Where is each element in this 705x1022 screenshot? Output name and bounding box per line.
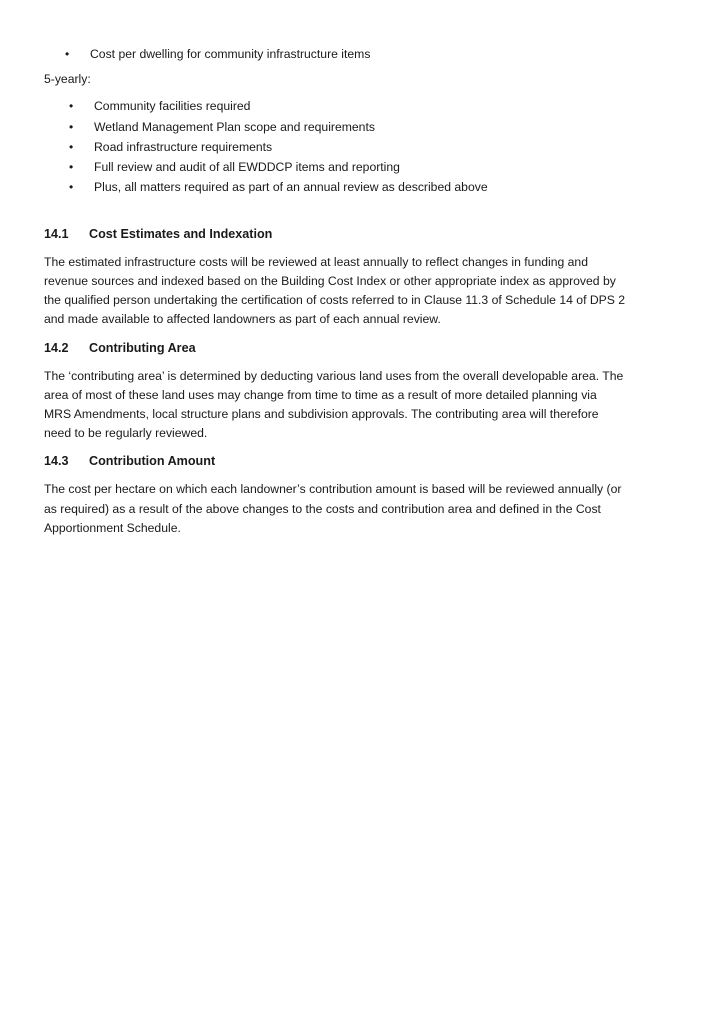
list-item <box>44 157 666 177</box>
section-paragraph-14-2 <box>44 367 666 444</box>
list-item-text: Road infrastructure requirements <box>94 139 273 154</box>
bullet-icon: • <box>69 119 74 134</box>
paragraph-line: need to be regularly reviewed. <box>44 426 208 441</box>
five-yearly-label: 5-yearly: <box>44 72 91 87</box>
paragraph-line: The estimated infrastructure costs will be reviewed at least annually to reflect changes in funding and <box>44 254 588 269</box>
list-item-text: Full review and audit of all EWDDCP items and reporting <box>94 160 400 175</box>
bullet-icon: • <box>69 160 74 175</box>
section-number: 14.3 <box>44 454 69 469</box>
list-item <box>44 117 666 137</box>
section-title: Contributing Area <box>89 340 196 355</box>
section-heading-14-2 <box>44 339 666 358</box>
list-item-text: Community facilities required <box>94 99 251 114</box>
list-item <box>44 137 666 157</box>
bullet-icon: • <box>65 47 70 61</box>
paragraph-line: as required) as a result of the above changes to the costs and contribution area and defined in the Cost <box>44 501 601 516</box>
paragraph-line: the qualified person undertaking the certification of costs referred to in Clause 11.3 of Schedule 14 of DPS 2 <box>44 293 626 308</box>
section-heading-14-3 <box>44 452 666 471</box>
section-title: Cost Estimates and Indexation <box>89 226 273 241</box>
bullet-list-five-yearly <box>44 96 666 197</box>
bullet-icon: • <box>69 139 74 154</box>
section-paragraph-14-3 <box>44 480 666 538</box>
paragraph-line: The ‘contributing area’ is determined by deducting various land uses from the overall developable area. The <box>44 368 624 383</box>
paragraph-line: Apportionment Schedule. <box>44 520 181 535</box>
list-item-text: Plus, all matters required as part of an annual review as described above <box>94 180 488 195</box>
paragraph-line: MRS Amendments, local structure plans and subdivision approvals. The contributing area will therefore <box>44 407 599 421</box>
section-heading-14-1 <box>44 225 666 244</box>
paragraph-line: and made available to affected landowners as part of each annual review. <box>44 312 441 327</box>
list-item <box>44 44 666 64</box>
section-number: 14.1 <box>44 226 69 241</box>
list-item-text: Cost per dwelling for community infrastructure items <box>90 47 371 61</box>
paragraph-line: area of most of these land uses may change from time to time as a result of more detailed planning via <box>44 387 597 402</box>
bullet-icon: • <box>69 99 74 114</box>
paragraph-line: revenue sources and indexed based on the Building Cost Index or other appropriate index as approved by <box>44 273 616 288</box>
document-page <box>44 44 666 538</box>
bullet-icon: • <box>69 180 74 195</box>
section-number: 14.2 <box>44 340 69 355</box>
bullet-list-top <box>44 44 666 64</box>
list-item-text: Wetland Management Plan scope and requirements <box>94 119 375 134</box>
section-title: Contribution Amount <box>89 454 216 469</box>
list-item <box>44 96 666 116</box>
section-paragraph-14-1 <box>44 253 666 330</box>
paragraph-line: The cost per hectare on which each landowner’s contribution amount is based will be reviewed annually (or <box>44 482 622 497</box>
list-item <box>44 177 666 197</box>
